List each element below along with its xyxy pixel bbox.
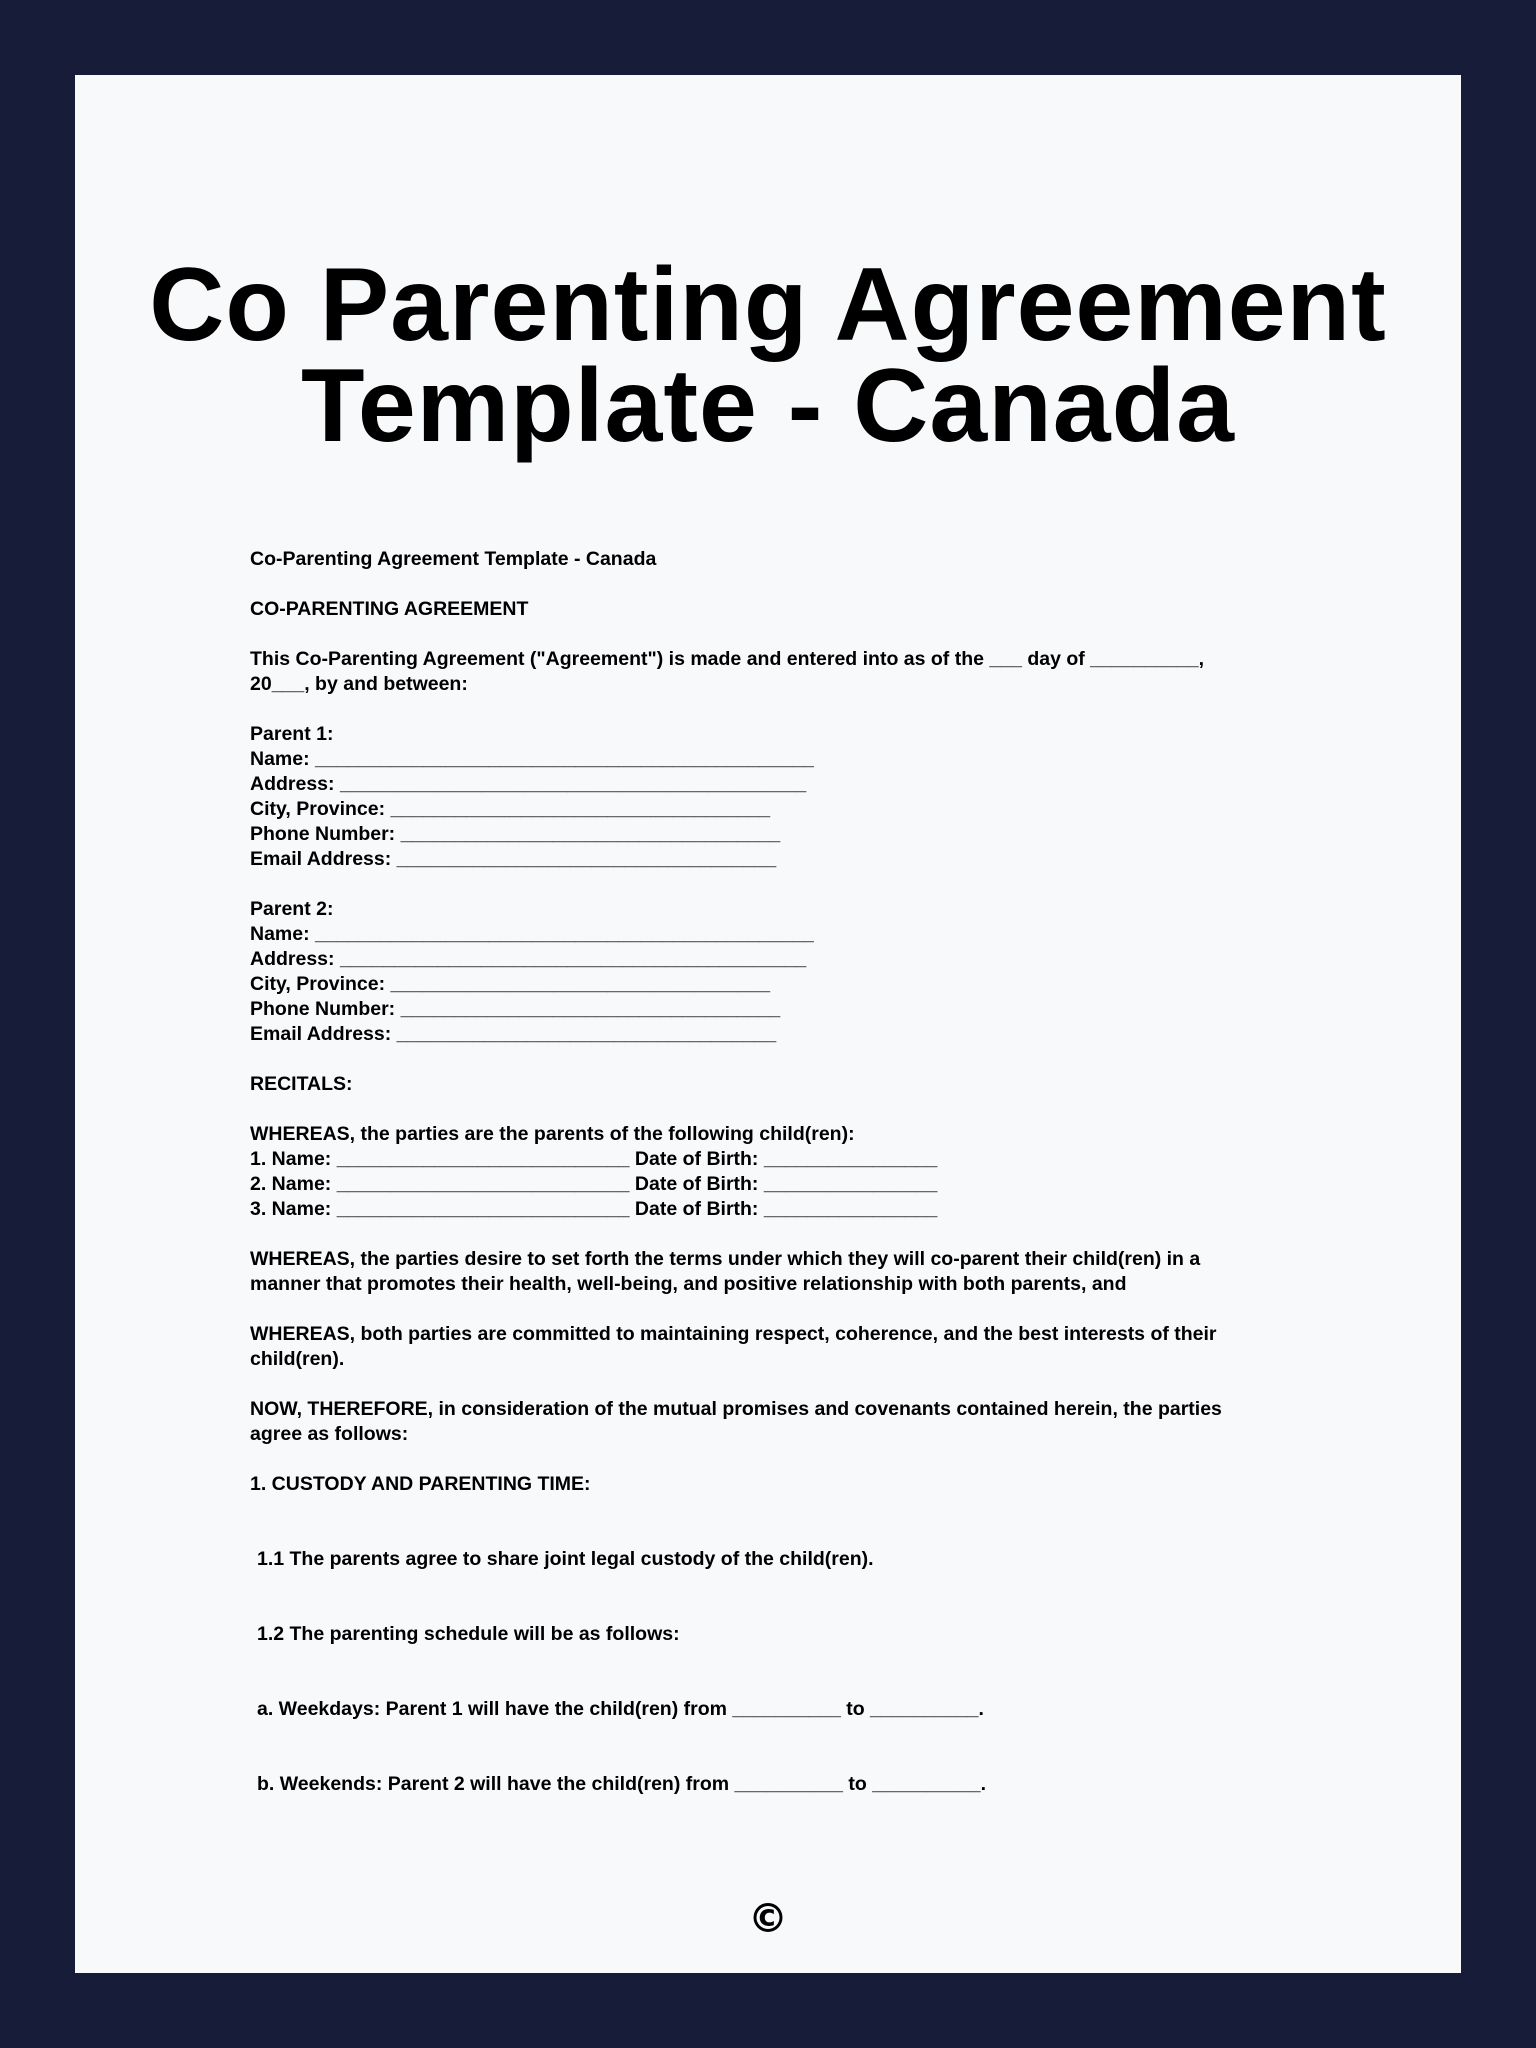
page-title-line-1: Co Parenting Agreement [149, 247, 1387, 363]
now-therefore-line-2: agree as follows: [250, 1423, 409, 1445]
parent-2-name-field: Name: ______________________________________________ [250, 923, 814, 945]
parent-2-phone-field: Phone Number: ___________________________________ [250, 998, 781, 1020]
page-title [75, 247, 1461, 464]
now-therefore-line-1: NOW, THEREFORE, in consideration of the mutual promises and covenants contained herein, the parties [250, 1398, 1222, 1420]
whereas-terms-line-1: WHEREAS, the parties desire to set forth the terms under which they will co-parent their child(ren) in a [250, 1248, 1201, 1270]
copyright-icon: © [748, 1896, 788, 1942]
parent-1-email-field: Email Address: ___________________________________ [250, 848, 777, 870]
intro-line-1: This Co-Parenting Agreement ("Agreement") is made and entered into as of the ___ day of __________, [250, 648, 1205, 670]
document-heading: Co-Parenting Agreement Template - Canada [250, 548, 657, 570]
recitals-heading: RECITALS: [250, 1073, 353, 1095]
clause-a-weekdays: a. Weekdays: Parent 1 will have the child(ren) from __________ to __________. [257, 1698, 984, 1720]
intro-line-2: 20___, by and between: [250, 673, 468, 695]
child-1-row: 1. Name: ___________________________ Date of Birth: ________________ [250, 1148, 938, 1170]
parent-1-phone-field: Phone Number: ___________________________________ [250, 823, 781, 845]
whereas-committed-line-2: child(ren). [250, 1348, 345, 1370]
child-3-row: 3. Name: ___________________________ Date of Birth: ________________ [250, 1198, 938, 1220]
parent-2-label: Parent 2: [250, 898, 334, 920]
whereas-children: WHEREAS, the parties are the parents of the following child(ren): [250, 1123, 855, 1145]
clause-1-2: 1.2 The parenting schedule will be as follows: [257, 1623, 680, 1645]
parent-2-section [250, 897, 1290, 1047]
agreement-body [250, 547, 1290, 1797]
parent-1-address-field: Address: ___________________________________________ [250, 773, 807, 795]
child-2-row: 2. Name: ___________________________ Date of Birth: ________________ [250, 1173, 938, 1195]
whereas-terms-line-2: manner that promotes their health, well-being, and positive relationship with both parents, and [250, 1273, 1127, 1295]
parent-2-city-field: City, Province: ___________________________________ [250, 973, 771, 995]
page-title-line-2: Template - Canada [301, 348, 1235, 464]
parent-1-section [250, 722, 1290, 872]
parent-1-name-field: Name: ______________________________________________ [250, 748, 814, 770]
document-page [75, 75, 1461, 1973]
parent-2-email-field: Email Address: ___________________________________ [250, 1023, 777, 1045]
clause-b-weekends: b. Weekends: Parent 2 will have the child(ren) from __________ to __________. [257, 1773, 987, 1795]
parent-2-address-field: Address: ___________________________________________ [250, 948, 807, 970]
agreement-title: CO-PARENTING AGREEMENT [250, 598, 529, 620]
parent-1-label: Parent 1: [250, 723, 334, 745]
clause-1-1: 1.1 The parents agree to share joint legal custody of the child(ren). [257, 1548, 874, 1570]
parent-1-city-field: City, Province: ___________________________________ [250, 798, 771, 820]
whereas-committed-line-1: WHEREAS, both parties are committed to maintaining respect, coherence, and the best interests of their [250, 1323, 1217, 1345]
section-1-heading: 1. CUSTODY AND PARENTING TIME: [250, 1473, 591, 1495]
